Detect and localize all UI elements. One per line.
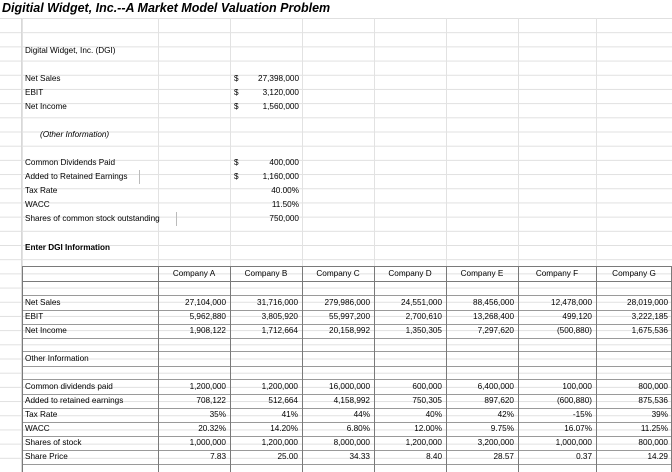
table-cell[interactable]: 16.07% [564, 424, 592, 433]
table-cell[interactable]: 1,000,000 [555, 438, 592, 447]
table-cell[interactable]: 13,268,400 [473, 312, 514, 321]
cell-border [176, 212, 177, 226]
table-cell[interactable]: (500,880) [556, 326, 592, 335]
table-cell[interactable]: 1,712,664 [261, 326, 298, 335]
currency-symbol: $ [234, 88, 239, 97]
table-cell[interactable]: 25.00 [277, 452, 298, 461]
table-cell[interactable]: 20.32% [198, 424, 226, 433]
table-cell[interactable]: 88,456,000 [473, 298, 514, 307]
currency-symbol: $ [234, 172, 239, 181]
sheet-title: Digitial Widget, Inc.--A Market Model Valuation Problem [2, 1, 331, 15]
row-border [22, 338, 671, 339]
table-cell[interactable]: 1,200,000 [261, 438, 298, 447]
other-info-item-value[interactable]: 750,000 [269, 214, 299, 223]
table-cell[interactable]: 1,200,000 [189, 382, 226, 391]
table-cell[interactable]: 2,700,610 [405, 312, 442, 321]
table-column-line [596, 266, 597, 472]
other-info-item-value[interactable]: 40.00% [271, 186, 299, 195]
currency-symbol: $ [234, 74, 239, 83]
other-info-item-value[interactable]: 1,160,000 [262, 172, 299, 181]
cell-border [139, 170, 140, 184]
table-column-line [230, 266, 231, 472]
table-cell[interactable]: 41% [281, 410, 298, 419]
table-cell[interactable]: 1,908,122 [189, 326, 226, 335]
row-label[interactable]: EBIT [25, 312, 44, 321]
company-header[interactable]: Company A [172, 269, 216, 278]
company-header[interactable]: Company E [460, 269, 504, 278]
table-cell[interactable]: 3,222,185 [631, 312, 668, 321]
table-cell[interactable]: 6.80% [346, 424, 370, 433]
table-cell[interactable]: (600,880) [556, 396, 592, 405]
table-column-line [302, 266, 303, 472]
table-cell[interactable]: 4,158,992 [333, 396, 370, 405]
row-label[interactable]: Common dividends paid [25, 382, 113, 391]
table-cell[interactable]: 24,551,000 [401, 298, 442, 307]
table-cell[interactable]: 1,000,000 [189, 438, 226, 447]
table-cell[interactable]: 3,200,000 [477, 438, 514, 447]
other-info-item-value[interactable]: 11.50% [271, 200, 299, 209]
table-cell[interactable]: 8.40 [426, 452, 442, 461]
table-cell[interactable]: 16,000,000 [329, 382, 370, 391]
table-cell[interactable]: 27,104,000 [185, 298, 226, 307]
table-column-line [374, 266, 375, 472]
table-cell[interactable]: 12.00% [414, 424, 442, 433]
table-cell[interactable]: 750,305 [412, 396, 442, 405]
table-cell[interactable]: 1,350,305 [405, 326, 442, 335]
table-cell[interactable]: 1,675,536 [631, 326, 668, 335]
company-label[interactable]: Digital Widget, Inc. (DGI) [25, 46, 116, 55]
table-cell[interactable]: 512,664 [268, 396, 298, 405]
other-info-item-label[interactable]: Added to Retained Earnings [25, 172, 128, 181]
other-info-item-label[interactable]: Common Dividends Paid [25, 158, 116, 167]
table-cell[interactable]: 5,962,880 [189, 312, 226, 321]
table-column-line [518, 266, 519, 472]
row-border [22, 351, 671, 352]
table-cell[interactable]: 800,000 [638, 438, 668, 447]
currency-symbol: $ [234, 158, 239, 167]
table-cell[interactable]: 100,000 [562, 382, 592, 391]
financial-value[interactable]: 1,560,000 [262, 102, 299, 111]
table-cell[interactable]: 9.75% [490, 424, 514, 433]
table-cell[interactable]: 14.20% [270, 424, 298, 433]
other-info-item-value[interactable]: 400,000 [269, 158, 299, 167]
table-cell[interactable]: 600,000 [412, 382, 442, 391]
financial-value[interactable]: 3,120,000 [262, 88, 299, 97]
table-cell[interactable]: 6,400,000 [477, 382, 514, 391]
table-cell[interactable]: 44% [353, 410, 370, 419]
table-column-line [446, 266, 447, 472]
table-cell[interactable]: 499,120 [562, 312, 592, 321]
table-cell[interactable]: 12,478,000 [551, 298, 592, 307]
table-cell[interactable]: 40% [425, 410, 442, 419]
company-header[interactable]: Company C [316, 269, 360, 278]
financial-label[interactable]: Net Sales [25, 74, 61, 83]
other-info-label[interactable]: (Other Information) [40, 130, 110, 139]
table-cell[interactable]: 1,200,000 [261, 382, 298, 391]
row-label[interactable]: Share Price [25, 452, 68, 461]
financial-label[interactable]: EBIT [25, 88, 44, 97]
table-cell[interactable]: 897,620 [484, 396, 514, 405]
other-info-item-label[interactable]: Tax Rate [25, 186, 58, 195]
table-column-line [158, 266, 159, 472]
table-column-line [22, 266, 23, 472]
table-cell[interactable]: 7,297,620 [477, 326, 514, 335]
currency-symbol: $ [234, 102, 239, 111]
financial-value[interactable]: 27,398,000 [258, 74, 299, 83]
table-cell[interactable]: 800,000 [638, 382, 668, 391]
table-cell[interactable]: 1,200,000 [405, 438, 442, 447]
financial-label[interactable]: Net Income [25, 102, 67, 111]
table-cell[interactable]: 8,000,000 [333, 438, 370, 447]
table-cell[interactable]: 279,986,000 [324, 298, 370, 307]
row-border [22, 464, 671, 465]
row-label[interactable]: Added to retained earnings [25, 396, 124, 405]
company-header[interactable]: Company B [244, 269, 288, 278]
row-label[interactable]: WACC [25, 424, 50, 433]
other-info-item-label[interactable]: WACC [25, 200, 50, 209]
table-cell[interactable]: 35% [209, 410, 226, 419]
row-label[interactable]: Shares of stock [25, 438, 82, 447]
table-cell[interactable]: 11.25% [640, 424, 668, 433]
other-information-label[interactable]: Other Information [25, 354, 89, 363]
table-cell[interactable]: 34.33 [349, 452, 370, 461]
row-border [22, 366, 671, 367]
table-cell[interactable]: 875,536 [638, 396, 668, 405]
row-label[interactable]: Net Income [25, 326, 67, 335]
company-header[interactable]: Company F [535, 269, 579, 278]
company-header[interactable]: Company D [388, 269, 432, 278]
other-info-item-label[interactable]: Shares of common stock outstanding [25, 214, 160, 223]
table-cell[interactable]: 28.57 [493, 452, 514, 461]
table-cell[interactable]: 20,158,992 [329, 326, 370, 335]
table-cell[interactable]: 14.29 [647, 452, 668, 461]
table-cell[interactable]: 28,019,000 [627, 298, 668, 307]
table-cell[interactable]: -15% [572, 410, 592, 419]
row-label[interactable]: Tax Rate [25, 410, 58, 419]
enter-dgi-label[interactable]: Enter DGI Information [25, 243, 111, 252]
table-cell[interactable]: 3,805,920 [261, 312, 298, 321]
table-cell[interactable]: 708,122 [196, 396, 226, 405]
table-cell[interactable]: 42% [497, 410, 514, 419]
table-cell[interactable]: 0.37 [576, 452, 592, 461]
header-bottom-border [22, 281, 671, 282]
table-cell[interactable]: 31,716,000 [257, 298, 298, 307]
table-cell[interactable]: 7.83 [210, 452, 226, 461]
table-cell[interactable]: 39% [651, 410, 668, 419]
row-label[interactable]: Net Sales [25, 298, 61, 307]
company-header[interactable]: Company G [612, 269, 656, 278]
table-cell[interactable]: 55,997,200 [329, 312, 370, 321]
